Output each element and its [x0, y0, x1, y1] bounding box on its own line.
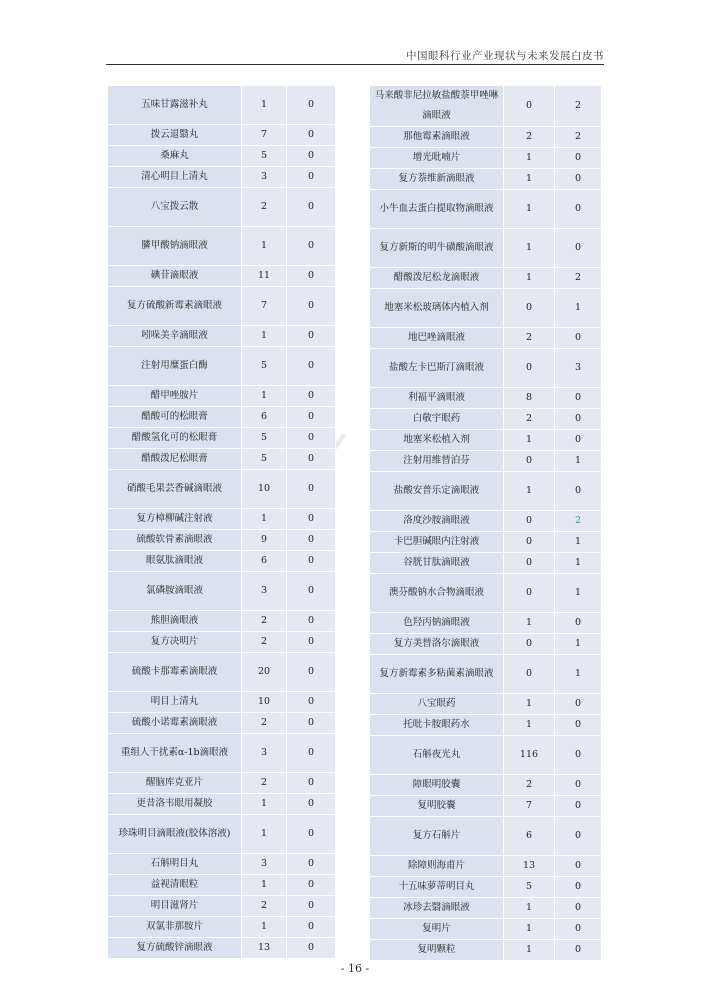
drug-name-cell: 八宝眼药: [370, 694, 504, 715]
count-a-cell: 1: [504, 472, 555, 511]
drug-name-cell: 重组人干扰素α-1b滴眼液: [108, 734, 242, 773]
count-a-cell: 3: [242, 167, 287, 188]
drug-name-cell: 复明胶囊: [370, 796, 504, 817]
count-a-cell: 9: [242, 530, 287, 551]
count-b-cell: 1: [555, 451, 602, 472]
count-b-cell: 2: [555, 511, 602, 532]
table-row: [370, 796, 602, 817]
count-b-cell: 0: [287, 386, 336, 407]
table-row: [108, 794, 336, 815]
count-a-cell: 2: [504, 328, 555, 349]
count-a-cell: 1: [504, 898, 555, 919]
count-a-cell: 20: [242, 653, 287, 692]
count-a-cell: 1: [504, 148, 555, 169]
count-a-cell: 1: [242, 227, 287, 266]
drug-name-cell: 洛度沙胺滴眼液: [370, 511, 504, 532]
count-b-cell: 0: [287, 611, 336, 632]
drug-name-cell: 醋酸氢化可的松眼膏: [108, 428, 242, 449]
count-a-cell: 2: [242, 632, 287, 653]
count-a-cell: 116: [504, 736, 555, 775]
count-a-cell: 6: [504, 817, 555, 856]
table-row: [108, 125, 336, 146]
table-row: [108, 875, 336, 896]
table-row: [370, 877, 602, 898]
table-row: [108, 86, 336, 125]
table-row: [108, 509, 336, 530]
count-a-cell: 1: [242, 509, 287, 530]
count-b-cell: 0: [287, 713, 336, 734]
table-row: [108, 287, 336, 326]
count-b-cell: 0: [287, 227, 336, 266]
drug-name-cell: 明目滋肾片: [108, 896, 242, 917]
table-row: [108, 611, 336, 632]
count-a-cell: 5: [242, 428, 287, 449]
table-row: [108, 854, 336, 875]
drug-name-cell: 除障则海甫片: [370, 856, 504, 877]
drug-name-cell: 熊胆滴眼液: [108, 611, 242, 632]
table-row: [370, 190, 602, 229]
count-b-cell: 0: [555, 613, 602, 634]
drug-name-cell: 复方新斯的明牛磺酸滴眼液: [370, 229, 504, 268]
count-a-cell: 1: [242, 917, 287, 938]
count-b-cell: 0: [555, 229, 602, 268]
drug-name-cell: 氯磷胺滴眼液: [108, 572, 242, 611]
table-row: [370, 817, 602, 856]
drug-table-right: [369, 85, 602, 961]
table-row: [370, 148, 602, 169]
count-b-cell: 0: [287, 917, 336, 938]
count-a-cell: 2: [242, 773, 287, 794]
count-a-cell: 3: [242, 734, 287, 773]
table-row: [370, 613, 602, 634]
table-row: [370, 472, 602, 511]
table-row: [370, 856, 602, 877]
count-b-cell: 0: [555, 796, 602, 817]
count-a-cell: 2: [504, 127, 555, 148]
drug-name-cell: 石斛明目丸: [108, 854, 242, 875]
count-a-cell: 13: [242, 938, 287, 959]
table-row: [370, 655, 602, 694]
drug-name-cell: 十五味萝蒂明目丸: [370, 877, 504, 898]
drug-name-cell: 五味甘露滋补丸: [108, 86, 242, 125]
count-a-cell: 10: [242, 692, 287, 713]
table-row: [370, 775, 602, 796]
count-b-cell: 0: [287, 146, 336, 167]
count-b-cell: 2: [555, 127, 602, 148]
table-row: [108, 773, 336, 794]
count-b-cell: 0: [287, 875, 336, 896]
drug-name-cell: 硝酸毛果芸香碱滴眼液: [108, 470, 242, 509]
drug-name-cell: 清心明目上清丸: [108, 167, 242, 188]
table-row: [108, 734, 336, 773]
count-a-cell: 1: [504, 694, 555, 715]
table-row: [108, 632, 336, 653]
count-a-cell: 1: [504, 229, 555, 268]
count-b-cell: 2: [555, 86, 602, 127]
table-row: [370, 388, 602, 409]
drug-name-cell: 澳芬酸钠水合物滴眼液: [370, 574, 504, 613]
count-b-cell: 0: [287, 428, 336, 449]
count-a-cell: 1: [504, 940, 555, 961]
drug-name-cell: 明目上清丸: [108, 692, 242, 713]
drug-name-cell: 复方樟柳碱注射液: [108, 509, 242, 530]
table-row: [108, 227, 336, 266]
drug-name-cell: 拨云退翳丸: [108, 125, 242, 146]
drug-name-cell: 那他霉素滴眼液: [370, 127, 504, 148]
drug-name-cell: 醋甲唑胺片: [108, 386, 242, 407]
count-a-cell: 3: [242, 854, 287, 875]
count-b-cell: 0: [287, 773, 336, 794]
table-row: [370, 532, 602, 553]
drug-name-cell: 复明片: [370, 919, 504, 940]
table-row: [108, 326, 336, 347]
drug-name-cell: 地塞米松玻璃体内植入剂: [370, 289, 504, 328]
count-a-cell: 1: [242, 875, 287, 896]
table-row: [370, 451, 602, 472]
count-b-cell: 0: [555, 856, 602, 877]
page-header-title: 中国眼科行业产业现状与未来发展白皮书: [406, 50, 604, 62]
count-a-cell: 7: [242, 287, 287, 326]
count-a-cell: 7: [242, 125, 287, 146]
table-row: [370, 634, 602, 655]
table-row: [370, 511, 602, 532]
drug-name-cell: 托吡卡胺眼药水: [370, 715, 504, 736]
count-a-cell: 1: [504, 190, 555, 229]
count-b-cell: 0: [555, 940, 602, 961]
drug-name-cell: 益视清眼粒: [108, 875, 242, 896]
drug-name-cell: 色羟丙钠滴眼液: [370, 613, 504, 634]
count-a-cell: 2: [242, 896, 287, 917]
table-row: [108, 692, 336, 713]
count-b-cell: 3: [555, 349, 602, 388]
count-b-cell: 0: [287, 125, 336, 146]
count-b-cell: 1: [555, 574, 602, 613]
count-a-cell: 2: [504, 409, 555, 430]
count-a-cell: 6: [242, 551, 287, 572]
drug-name-cell: 地巴唑滴眼液: [370, 328, 504, 349]
table-row: [370, 349, 602, 388]
drug-name-cell: 盐酸安普乐定滴眼液: [370, 472, 504, 511]
count-b-cell: 1: [555, 532, 602, 553]
count-b-cell: 0: [287, 572, 336, 611]
table-row: [108, 146, 336, 167]
count-a-cell: 0: [504, 511, 555, 532]
count-b-cell: 0: [555, 409, 602, 430]
count-a-cell: 1: [504, 430, 555, 451]
count-b-cell: 1: [555, 289, 602, 328]
table-row: [370, 169, 602, 190]
drug-name-cell: 醋酸泼尼松眼膏: [108, 449, 242, 470]
count-b-cell: 2: [555, 268, 602, 289]
count-a-cell: 5: [242, 449, 287, 470]
count-b-cell: 0: [287, 794, 336, 815]
count-b-cell: 0: [555, 877, 602, 898]
drug-name-cell: 眼氨肽滴眼液: [108, 551, 242, 572]
table-row: [370, 86, 602, 127]
count-b-cell: 0: [287, 551, 336, 572]
count-a-cell: 3: [242, 572, 287, 611]
drug-table-left: [107, 85, 336, 959]
table-row: [108, 653, 336, 692]
table-row: [108, 938, 336, 959]
count-a-cell: 1: [504, 919, 555, 940]
count-a-cell: 1: [242, 326, 287, 347]
table-row: [370, 940, 602, 961]
count-a-cell: 2: [242, 713, 287, 734]
table-row: [370, 289, 602, 328]
table-row: [108, 266, 336, 287]
count-b-cell: 0: [287, 167, 336, 188]
count-a-cell: 1: [242, 386, 287, 407]
table-row: [108, 713, 336, 734]
count-b-cell: 0: [555, 190, 602, 229]
count-b-cell: 0: [555, 328, 602, 349]
count-b-cell: 0: [287, 632, 336, 653]
count-a-cell: 0: [504, 532, 555, 553]
count-a-cell: 0: [504, 451, 555, 472]
count-b-cell: 0: [287, 470, 336, 509]
count-b-cell: 0: [555, 430, 602, 451]
count-a-cell: 11: [242, 266, 287, 287]
drug-name-cell: 障眼明胶囊: [370, 775, 504, 796]
drug-name-cell: 复方硫酸新霉素滴眼液: [108, 287, 242, 326]
count-b-cell: 0: [287, 188, 336, 227]
table-row: [108, 572, 336, 611]
count-b-cell: 0: [555, 148, 602, 169]
drug-name-cell: 醋酸可的松眼膏: [108, 407, 242, 428]
count-b-cell: 0: [287, 287, 336, 326]
header-divider: [106, 64, 604, 65]
table-row: [108, 428, 336, 449]
table-row: [108, 167, 336, 188]
table-row: [108, 386, 336, 407]
drug-name-cell: 更昔洛韦眼用凝胶: [108, 794, 242, 815]
table-row: [108, 470, 336, 509]
drug-name-cell: 卡巴胆碱眼内注射液: [370, 532, 504, 553]
drug-name-cell: 碘苷滴眼液: [108, 266, 242, 287]
count-b-cell: 0: [287, 938, 336, 959]
drug-name-cell: 桑麻丸: [108, 146, 242, 167]
count-b-cell: 0: [555, 715, 602, 736]
table-row: [108, 530, 336, 551]
drug-name-cell: 白敬宇眼药: [370, 409, 504, 430]
count-a-cell: 1: [242, 815, 287, 854]
drug-name-cell: 马来酸非尼拉敏盐酸萘甲唑啉滴眼液: [370, 86, 504, 127]
drug-name-cell: 谷胱甘肽滴眼液: [370, 553, 504, 574]
drug-name-cell: 醒脑库克亚片: [108, 773, 242, 794]
drug-name-cell: 复方新霉素多粘菌素滴眼液: [370, 655, 504, 694]
table-row: [370, 409, 602, 430]
count-b-cell: 0: [287, 734, 336, 773]
table-row: [108, 896, 336, 917]
count-b-cell: 1: [555, 553, 602, 574]
count-a-cell: 1: [504, 715, 555, 736]
drug-name-cell: 复方美替洛尔滴眼液: [370, 634, 504, 655]
drug-name-cell: 小牛血去蛋白提取物滴眼液: [370, 190, 504, 229]
drug-name-cell: 吲哚美辛滴眼液: [108, 326, 242, 347]
count-a-cell: 8: [504, 388, 555, 409]
drug-name-cell: 八宝拨云散: [108, 188, 242, 227]
count-a-cell: 5: [242, 347, 287, 386]
table-row: [370, 919, 602, 940]
count-a-cell: 0: [504, 634, 555, 655]
count-a-cell: 13: [504, 856, 555, 877]
count-a-cell: 5: [504, 877, 555, 898]
drug-name-cell: 复方萘维新滴眼液: [370, 169, 504, 190]
table-row: [370, 694, 602, 715]
count-a-cell: 0: [504, 655, 555, 694]
count-b-cell: 0: [555, 388, 602, 409]
count-b-cell: 0: [287, 509, 336, 530]
drug-name-cell: 硫酸卡那霉素滴眼液: [108, 653, 242, 692]
table-row: [108, 815, 336, 854]
count-a-cell: 0: [504, 86, 555, 127]
drug-name-cell: 硫酸软骨素滴眼液: [108, 530, 242, 551]
table-row: [370, 574, 602, 613]
count-b-cell: 0: [287, 815, 336, 854]
drug-name-cell: 石斛夜光丸: [370, 736, 504, 775]
drug-name-cell: 硫酸小诺霉素滴眼液: [108, 713, 242, 734]
table-row: [370, 736, 602, 775]
count-b-cell: 0: [555, 898, 602, 919]
table-row: [370, 229, 602, 268]
table-row: [370, 127, 602, 148]
count-b-cell: 0: [287, 854, 336, 875]
drug-name-cell: 注射用维替泊芬: [370, 451, 504, 472]
count-b-cell: 0: [287, 653, 336, 692]
count-a-cell: 1: [242, 86, 287, 125]
table-row: [108, 407, 336, 428]
count-a-cell: 6: [242, 407, 287, 428]
count-b-cell: 0: [287, 449, 336, 470]
count-b-cell: 0: [555, 472, 602, 511]
count-a-cell: 2: [242, 611, 287, 632]
count-b-cell: 0: [555, 919, 602, 940]
count-b-cell: 0: [287, 266, 336, 287]
page-number: - 16 -: [340, 962, 370, 975]
count-b-cell: 0: [555, 736, 602, 775]
table-row: [108, 449, 336, 470]
table-row: [108, 551, 336, 572]
table-row: [370, 430, 602, 451]
count-a-cell: 7: [504, 796, 555, 817]
count-a-cell: 5: [242, 146, 287, 167]
drug-name-cell: 盐酸左卡巴斯汀滴眼液: [370, 349, 504, 388]
count-b-cell: 0: [287, 407, 336, 428]
count-a-cell: 1: [504, 169, 555, 190]
count-b-cell: 1: [555, 634, 602, 655]
count-b-cell: 0: [287, 86, 336, 125]
table-row: [108, 188, 336, 227]
count-b-cell: 0: [287, 530, 336, 551]
drug-name-cell: 利福平滴眼液: [370, 388, 504, 409]
count-a-cell: 1: [242, 794, 287, 815]
count-b-cell: 0: [287, 326, 336, 347]
count-b-cell: 0: [555, 694, 602, 715]
drug-name-cell: 双氯非那胺片: [108, 917, 242, 938]
drug-name-cell: 复明颗粒: [370, 940, 504, 961]
drug-name-cell: 复方决明片: [108, 632, 242, 653]
count-b-cell: 0: [287, 347, 336, 386]
drug-name-cell: 复方石斛片: [370, 817, 504, 856]
table-row: [370, 328, 602, 349]
count-a-cell: 0: [504, 574, 555, 613]
count-a-cell: 1: [504, 268, 555, 289]
table-row: [108, 917, 336, 938]
drug-name-cell: 增光吡喃片: [370, 148, 504, 169]
drug-name-cell: 冰珍去翳滴眼液: [370, 898, 504, 919]
count-a-cell: 2: [242, 188, 287, 227]
count-a-cell: 10: [242, 470, 287, 509]
table-row: [370, 715, 602, 736]
count-a-cell: 1: [504, 613, 555, 634]
count-b-cell: 0: [287, 896, 336, 917]
drug-name-cell: 珍珠明目滴眼液(胶体溶液): [108, 815, 242, 854]
drug-name-cell: 醋酸泼尼松龙滴眼液: [370, 268, 504, 289]
count-b-cell: 0: [555, 169, 602, 190]
count-a-cell: 0: [504, 553, 555, 574]
count-a-cell: 0: [504, 349, 555, 388]
table-row: [370, 268, 602, 289]
count-b-cell: 0: [555, 775, 602, 796]
table-row: [108, 347, 336, 386]
table-row: [370, 553, 602, 574]
count-b-cell: 0: [555, 817, 602, 856]
drug-name-cell: 复方硫酸锌滴眼液: [108, 938, 242, 959]
table-row: [370, 898, 602, 919]
count-a-cell: 2: [504, 775, 555, 796]
drug-name-cell: 膦甲酸钠滴眼液: [108, 227, 242, 266]
count-a-cell: 0: [504, 289, 555, 328]
count-b-cell: 1: [555, 655, 602, 694]
drug-name-cell: 注射用糜蛋白酶: [108, 347, 242, 386]
count-b-cell: 0: [287, 692, 336, 713]
drug-name-cell: 地塞米松植入剂: [370, 430, 504, 451]
